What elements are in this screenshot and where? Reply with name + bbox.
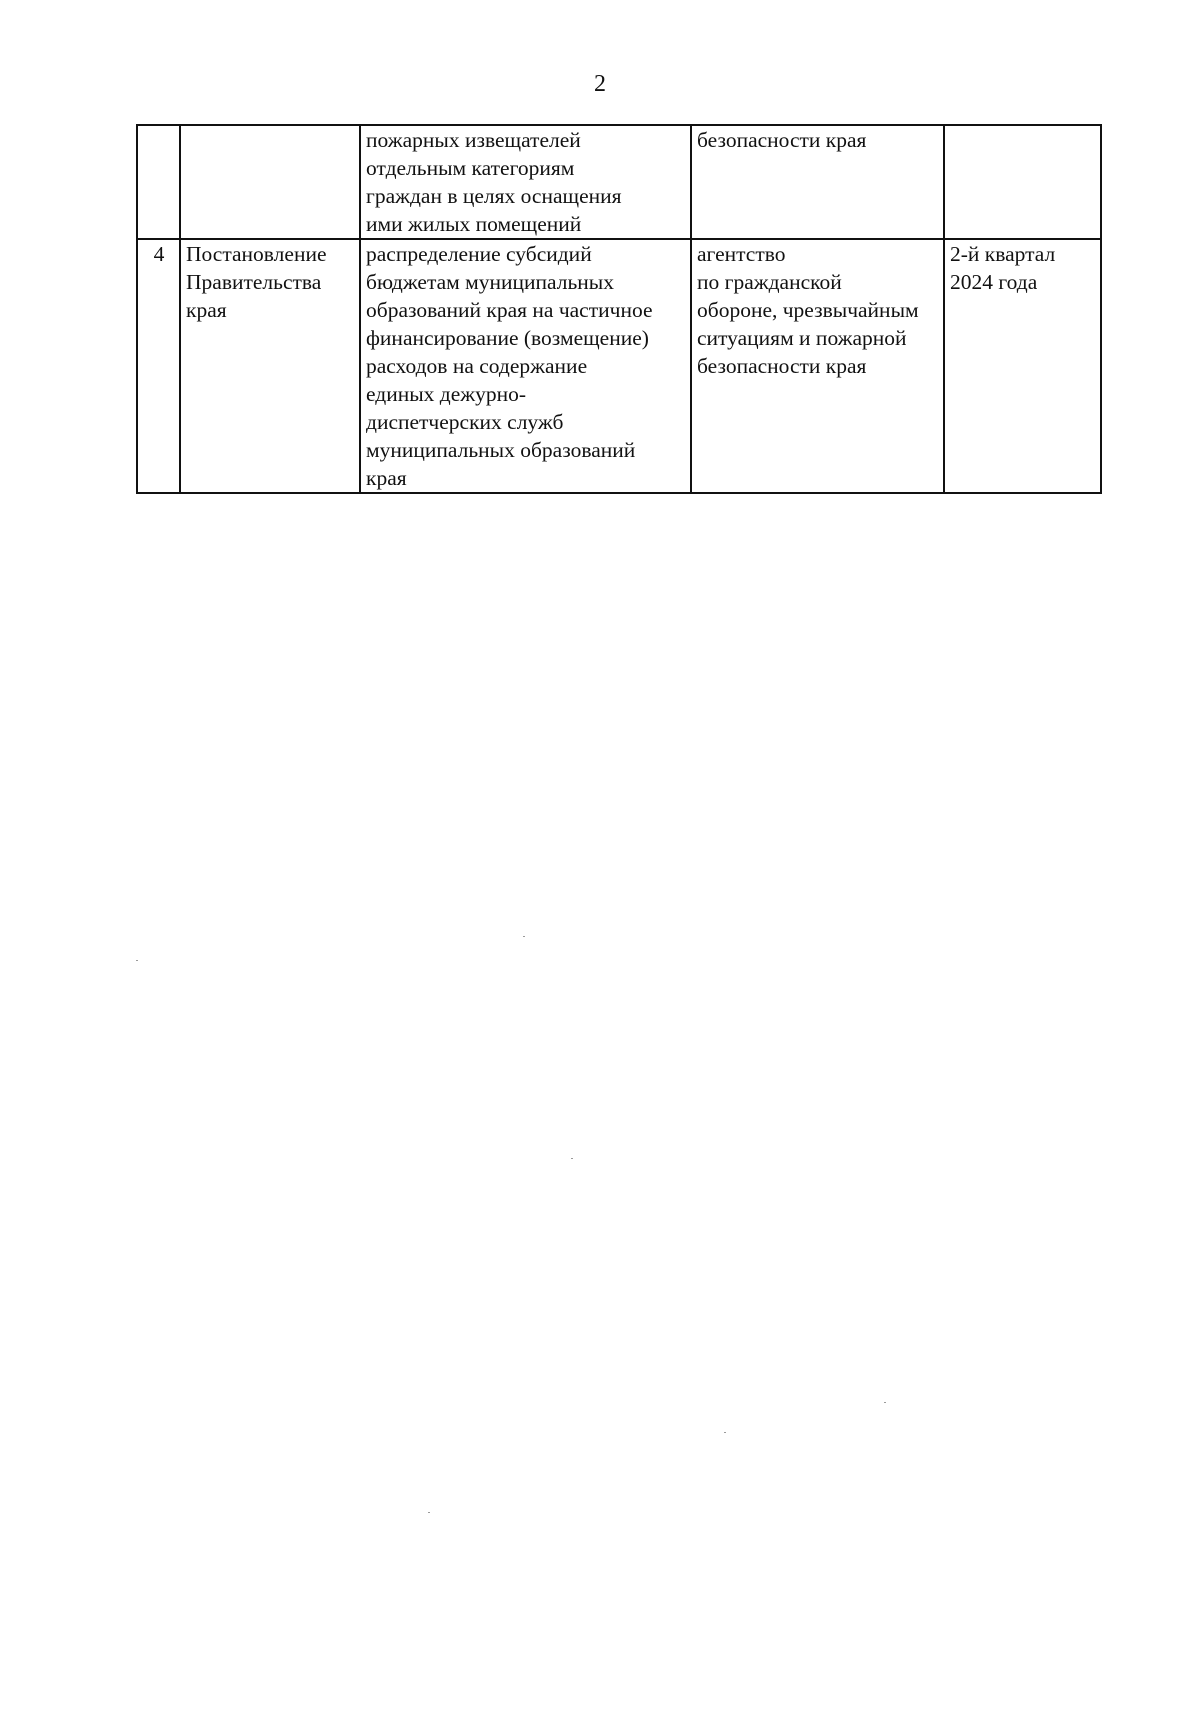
cell-line: ими жилых помещений xyxy=(366,212,582,236)
cell-line: расходов на содержание xyxy=(366,354,588,378)
cell-line: пожарных извещателей xyxy=(366,128,581,152)
cell-responsible xyxy=(691,239,944,493)
cell-line: муниципальных образований xyxy=(366,438,636,462)
cell-document-type xyxy=(180,239,360,493)
cell-line: безопасности края xyxy=(697,128,867,152)
cell-line: граждан в целях оснащения xyxy=(366,184,622,208)
cell-line: Постановление xyxy=(186,242,327,266)
cell-line: ситуациям и пожарной xyxy=(697,326,907,350)
cell-line: финансирование (возмещение) xyxy=(366,326,649,350)
scan-speck xyxy=(724,1432,726,1433)
cell-line: 2024 года xyxy=(950,270,1038,294)
cell-deadline xyxy=(944,125,1101,239)
scan-speck xyxy=(571,1158,573,1159)
cell-subject xyxy=(360,239,691,493)
cell-line: по гражданской xyxy=(697,270,842,294)
scan-speck xyxy=(884,1402,886,1403)
cell-responsible xyxy=(691,125,944,239)
scan-speck xyxy=(136,960,138,961)
scan-speck xyxy=(523,936,525,937)
cell-line: безопасности края xyxy=(697,354,867,378)
cell-line: бюджетам муниципальных xyxy=(366,270,614,294)
cell-deadline xyxy=(944,239,1101,493)
cell-line: отдельным категориям xyxy=(366,156,575,180)
cell-line: агентство xyxy=(697,242,786,266)
table-row xyxy=(137,125,1101,239)
cell-line: распределение субсидий xyxy=(366,242,592,266)
scan-speck xyxy=(428,1512,430,1513)
cell-line: Правительства xyxy=(186,270,322,294)
cell-line: единых дежурно- xyxy=(366,382,527,406)
cell-line: края xyxy=(366,466,407,490)
cell-line: края xyxy=(186,298,227,322)
table-row xyxy=(137,239,1101,493)
cell-line: обороне, чрезвычайным xyxy=(697,298,919,322)
cell-document-type xyxy=(180,125,360,239)
page-number: 2 xyxy=(594,71,606,97)
cell-number xyxy=(137,125,180,239)
cell-number: 4 xyxy=(137,239,180,493)
cell-line: диспетчерских служб xyxy=(366,410,564,434)
plan-table xyxy=(136,124,1102,494)
cell-subject xyxy=(360,125,691,239)
cell-line: 2-й квартал xyxy=(950,242,1056,266)
cell-line: образований края на частичное xyxy=(366,298,653,322)
